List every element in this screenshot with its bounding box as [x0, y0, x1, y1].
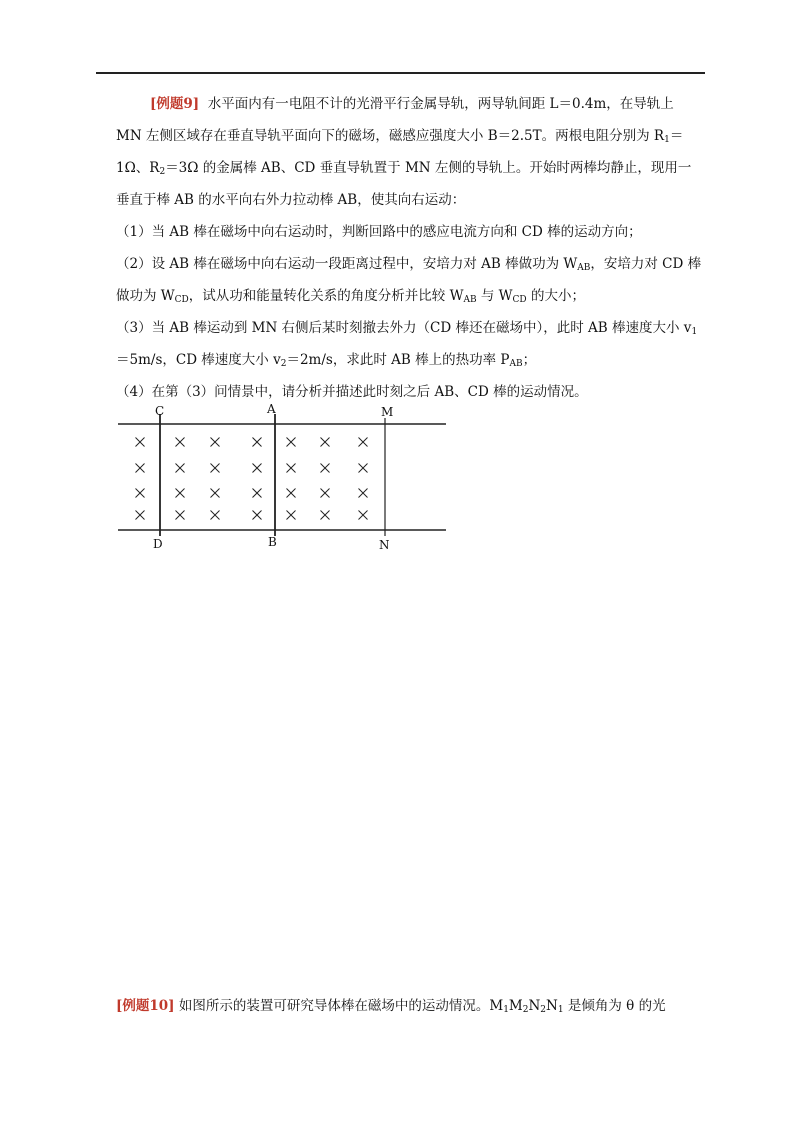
- label-a: A: [267, 402, 276, 416]
- field-mark-2-5: [321, 489, 330, 498]
- field-mark-2-6: [359, 489, 368, 498]
- field-mark-0-3: [253, 438, 262, 447]
- field-mark-1-0: [136, 464, 145, 473]
- label-d: D: [153, 537, 163, 551]
- label-c: C: [155, 404, 165, 418]
- field-mark-1-4: [287, 464, 296, 473]
- field-mark-2-2: [211, 489, 220, 498]
- example-10-text: [例题10] 如图所示的装置可研究导体棒在磁场中的运动情况。$M_1M_2N_2N_1$ 是倾角为 θ 的光: [116, 998, 666, 1015]
- label-b: B: [268, 535, 277, 549]
- example-9-line-4: 垂直于棒 AB 的水平向右外力拉动棒 AB，使其向右运动：: [116, 192, 466, 208]
- label-m: M: [381, 405, 394, 419]
- field-mark-3-6: [359, 511, 368, 520]
- question-3-line-1: （3）当 AB 棒运动到 MN 右侧后某时刻撤去外力（CD 棒还在磁场中），此时 AB 棒速度大小 $v_1$: [116, 320, 698, 337]
- field-mark-3-5: [321, 511, 330, 520]
- question-3-line-2: ＝5m/s，CD 棒速度大小 $v_2=2m/s$，求此时 AB 棒上的热功率 $P_{AB}$；: [116, 352, 537, 369]
- question-2-line-2: 做功为 $W_{CD}$，试从功和能量转化关系的角度分析并比较 $W_{AB}$ 与 $W_{CD}$ 的大小；: [116, 288, 585, 305]
- example-9-line-1: [例题9] 水平面内有一电阻不计的光滑平行金属导轨，两导轨间距 L＝0.4m，在导轨上: [150, 96, 674, 112]
- field-mark-3-4: [287, 511, 296, 520]
- question-4: （4）在第（3）问情景中，请分析并描述此时刻之后 AB、CD 棒的运动情况。: [116, 384, 588, 400]
- field-mark-3-2: [211, 511, 220, 520]
- rail-diagram: [113, 400, 453, 552]
- field-mark-2-1: [176, 489, 185, 498]
- field-mark-0-1: [176, 438, 185, 447]
- label-n: N: [379, 538, 390, 552]
- field-mark-1-3: [253, 464, 262, 473]
- example-9-tag: [例题9]: [150, 96, 200, 112]
- field-mark-1-6: [359, 464, 368, 473]
- field-mark-0-0: [136, 438, 145, 447]
- field-mark-3-1: [176, 511, 185, 520]
- field-mark-1-2: [211, 464, 220, 473]
- field-mark-0-4: [287, 438, 296, 447]
- example-9-line-2: MN 左侧区域存在垂直导轨平面向下的磁场，磁感应强度大小 B＝2.5T。两根电阻分别为 $R_1=$: [116, 128, 684, 145]
- field-mark-2-4: [287, 489, 296, 498]
- field-mark-0-5: [321, 438, 330, 447]
- field-mark-1-5: [321, 464, 330, 473]
- field-mark-0-2: [211, 438, 220, 447]
- header-rule: [96, 72, 705, 74]
- example-9-text: [116, 88, 708, 408]
- field-mark-3-0: [136, 511, 145, 520]
- magnetic-field-marks: [136, 438, 368, 520]
- question-1: （1）当 AB 棒在磁场中向右运动时，判断回路中的感应电流方向和 CD 棒的运动方向；: [116, 224, 642, 240]
- example-10-tag: [例题10]: [116, 998, 175, 1014]
- question-2-line-1: （2）设 AB 棒在磁场中向右运动一段距离过程中，安培力对 AB 棒做功为 $W_{AB}$，安培力对 CD 棒: [116, 256, 702, 273]
- example-9-line-3: 1Ω、$R_2=3\Omega$ 的金属棒 AB、CD 垂直导轨置于 MN 左侧的导轨上。开始时两棒均静止，现用一: [116, 160, 692, 177]
- field-mark-0-6: [359, 438, 368, 447]
- field-mark-2-3: [253, 489, 262, 498]
- field-mark-2-0: [136, 489, 145, 498]
- field-mark-1-1: [176, 464, 185, 473]
- field-mark-3-3: [253, 511, 262, 520]
